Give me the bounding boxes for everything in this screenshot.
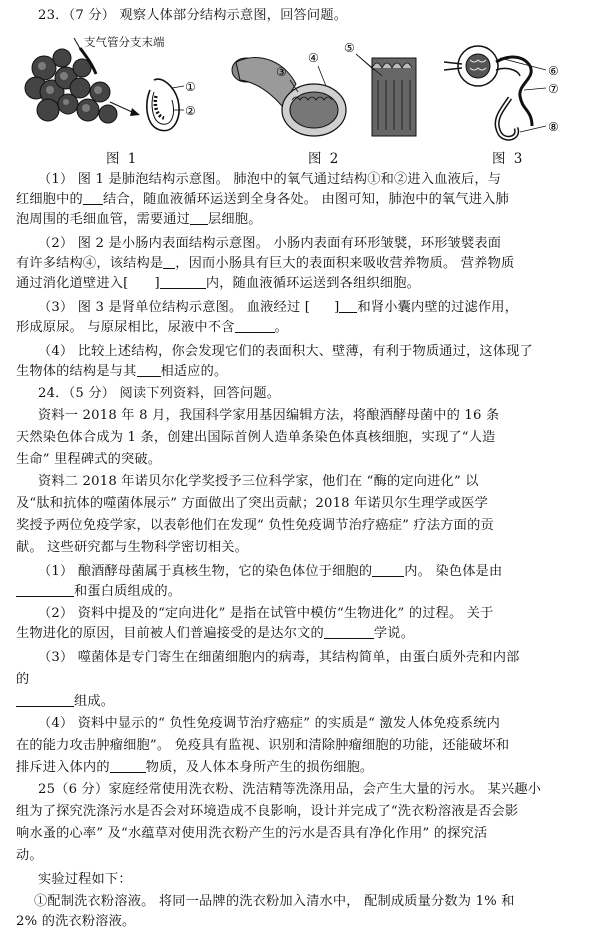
q24-s3-line1: （3） 噬菌体是专门寄生在细菌细胞内的病毒，其结构简单，由蛋白质外壳和内部 bbox=[38, 650, 520, 665]
q23-p4-line2: 生物体的结构是与其 相适应的。 bbox=[16, 364, 228, 379]
answer-blank[interactable] bbox=[324, 624, 374, 639]
q25-intro-line3: 响水蚤的心率” 及“水蕴草对使用洗衣粉产生的污水是否具有净化作用” 的探究活 bbox=[16, 826, 488, 841]
q24-title: 24．（5 分） 阅读下列资料，回答问题。 bbox=[38, 386, 281, 401]
q24-s2-line2: 生物进化的原因，目前被人们普遍接受的是达尔文的 学说。 bbox=[16, 626, 415, 641]
q25-step1-line1: ①配制洗衣粉溶液。 将同一品牌的洗衣粉加入清水中， 配制成质量分数为 1% 和 bbox=[34, 894, 515, 909]
q24-s1-line1: （1） 酿酒酵母菌属于真核生物，它的染色体位于细胞的 内。 染色体是由 bbox=[38, 564, 503, 579]
answer-blank[interactable] bbox=[372, 562, 404, 577]
q23-p1-line3: 泡周围的毛细血管，需要通过 层细胞。 bbox=[16, 212, 262, 227]
glomerulus bbox=[458, 46, 498, 86]
q24-s3-line3: 组成。 bbox=[16, 692, 596, 712]
q25-step1-line2: 2% 的洗衣粉溶液。 bbox=[16, 914, 136, 929]
q23-p4-line1: （4） 比较上述结构，你会发现它们的表面积大、壁薄，有利于物质通过，这体现了 bbox=[38, 344, 533, 359]
figure-1-label: 支气管分支末端 bbox=[84, 35, 165, 49]
figure-1-alveoli-diagram bbox=[22, 30, 212, 138]
figure-2-small-intestine-diagram bbox=[222, 40, 422, 140]
answer-blank[interactable] bbox=[110, 758, 146, 773]
q24-s2-line1: （2） 资料中提及的“定向进化” 是指在试管中模仿“生物进化” 的过程。 关于 bbox=[38, 606, 494, 621]
q23-p2-line1: （2） 图 2 是小肠内表面结构示意图。 小肠内表面有环形皱襞，环形皱襞表面 bbox=[38, 236, 502, 251]
q24-material2-line4: 献。 这些研究都与生物科学密切相关。 bbox=[16, 540, 248, 555]
marker-7: ⑦ bbox=[548, 82, 559, 96]
marker-4: ④ bbox=[308, 51, 319, 65]
q25-process-title: 实验过程如下： bbox=[38, 872, 132, 887]
q23-p3-line2: 形成原尿。 与原尿相比，尿液中不含 。 bbox=[16, 320, 288, 335]
figure-3-caption: 图 3 bbox=[492, 151, 525, 167]
figure-2-caption: 图 2 bbox=[308, 151, 341, 167]
alveoli-cluster bbox=[25, 49, 117, 123]
answer-blank[interactable] bbox=[163, 254, 175, 269]
answer-blank[interactable] bbox=[190, 210, 208, 225]
q23-p2-line2: 有许多结构④，该结构是 ，因而小肠具有巨大的表面积来吸收营养物质。 营养物质 bbox=[16, 256, 515, 271]
answer-blank[interactable] bbox=[137, 362, 161, 377]
q25-intro-line2: 组为了探究洗涤污水是否会对环境造成不良影响，设计并完成了“洗衣粉溶液是否会影 bbox=[16, 804, 519, 819]
figure-3-nephron-diagram bbox=[440, 36, 600, 146]
q24-material2-line2: 及“肽和抗体的噬菌体展示” 方面做出了突出贡献；2018 年诺贝尔生理学或医学 bbox=[16, 496, 489, 511]
marker-6: ⑥ bbox=[548, 64, 559, 78]
marker-2: ② bbox=[185, 104, 196, 118]
marker-5: ⑤ bbox=[344, 41, 355, 55]
villi-block bbox=[372, 58, 416, 136]
q24-s4-line1: （4） 资料中显示的“ 负性免疫调节治疗癌症” 的实质是“ 激发人体免疫系统内 bbox=[38, 716, 500, 731]
q24-s1-line2: 和蛋白质组成的。 bbox=[16, 582, 596, 602]
marker-8: ⑧ bbox=[548, 120, 559, 134]
q24-material2-line1: 资料二 2018 年诺贝尔化学奖授予三位科学家，他们在 “酶的定向进化” 以 bbox=[38, 474, 479, 489]
q25-intro-line1: 25（6 分）家庭经常使用洗衣粉、洗洁精等洗涤用品，会产生大量的污水。 某兴趣小 bbox=[38, 782, 542, 797]
answer-blank[interactable] bbox=[83, 190, 103, 205]
q24-material1-line3: 生命” 里程碑式的突破。 bbox=[16, 452, 162, 467]
answer-blank[interactable] bbox=[16, 582, 74, 597]
q25-intro-line4: 动。 bbox=[16, 848, 43, 863]
q24-material1-line2: 天然染色体合成为 1 条，创建出国际首例人造单条染色体真核细胞，实现了“人造 bbox=[16, 430, 496, 445]
marker-1: ① bbox=[185, 80, 196, 94]
q23-p2-line3: 通过消化道壁进入[ ] 内，随血液循环运送到各组织细胞。 bbox=[16, 276, 421, 291]
q23-p1-line2: 红细胞中的 结合，随血液循环运送到全身各处。 由图可知，肺泡中的氧气进入肺 bbox=[16, 192, 509, 207]
q23-title: 23．（7 分） 观察人体部分结构示意图，回答问题。 bbox=[38, 8, 348, 23]
marker-3: ③ bbox=[276, 65, 287, 79]
answer-blank[interactable] bbox=[160, 274, 206, 289]
intestine-cross-section bbox=[282, 84, 346, 136]
answer-blank[interactable] bbox=[339, 298, 357, 313]
q24-s4-line3: 排斥进入体内的 物质，及人体本身所产生的损伤细胞。 bbox=[16, 760, 374, 775]
q23-p3-line1: （3） 图 3 是肾单位结构示意图。 血液经过 [ ] 和肾小囊内壁的过滤作用， bbox=[38, 300, 519, 315]
q24-material2-line3: 奖授予两位免疫学家，以表彰他们在发现“ 负性免疫调节治疗癌症” 疗法方面的贡 bbox=[16, 518, 494, 533]
alveolus-enlarged bbox=[147, 79, 179, 131]
answer-blank[interactable] bbox=[16, 692, 74, 707]
figure-1-caption: 图 1 bbox=[106, 151, 139, 167]
q24-s4-line2: 在的能力攻击肿瘤细胞”。 免疫具有监视、识别和清除肿瘤细胞的功能，还能破坏和 bbox=[16, 738, 510, 753]
q24-material1-line1: 资料一 2018 年 8 月，我国科学家用基因编辑方法，将酿酒酵母菌中的 16 条 bbox=[38, 408, 500, 423]
q24-s3-line2: 的 bbox=[16, 672, 30, 687]
q23-p1-line1: （1） 图 1 是肺泡结构示意图。 肺泡中的氧气通过结构①和②进入血液后，与 bbox=[38, 172, 502, 187]
answer-blank[interactable] bbox=[235, 318, 275, 333]
loop-of-henle bbox=[497, 98, 517, 138]
